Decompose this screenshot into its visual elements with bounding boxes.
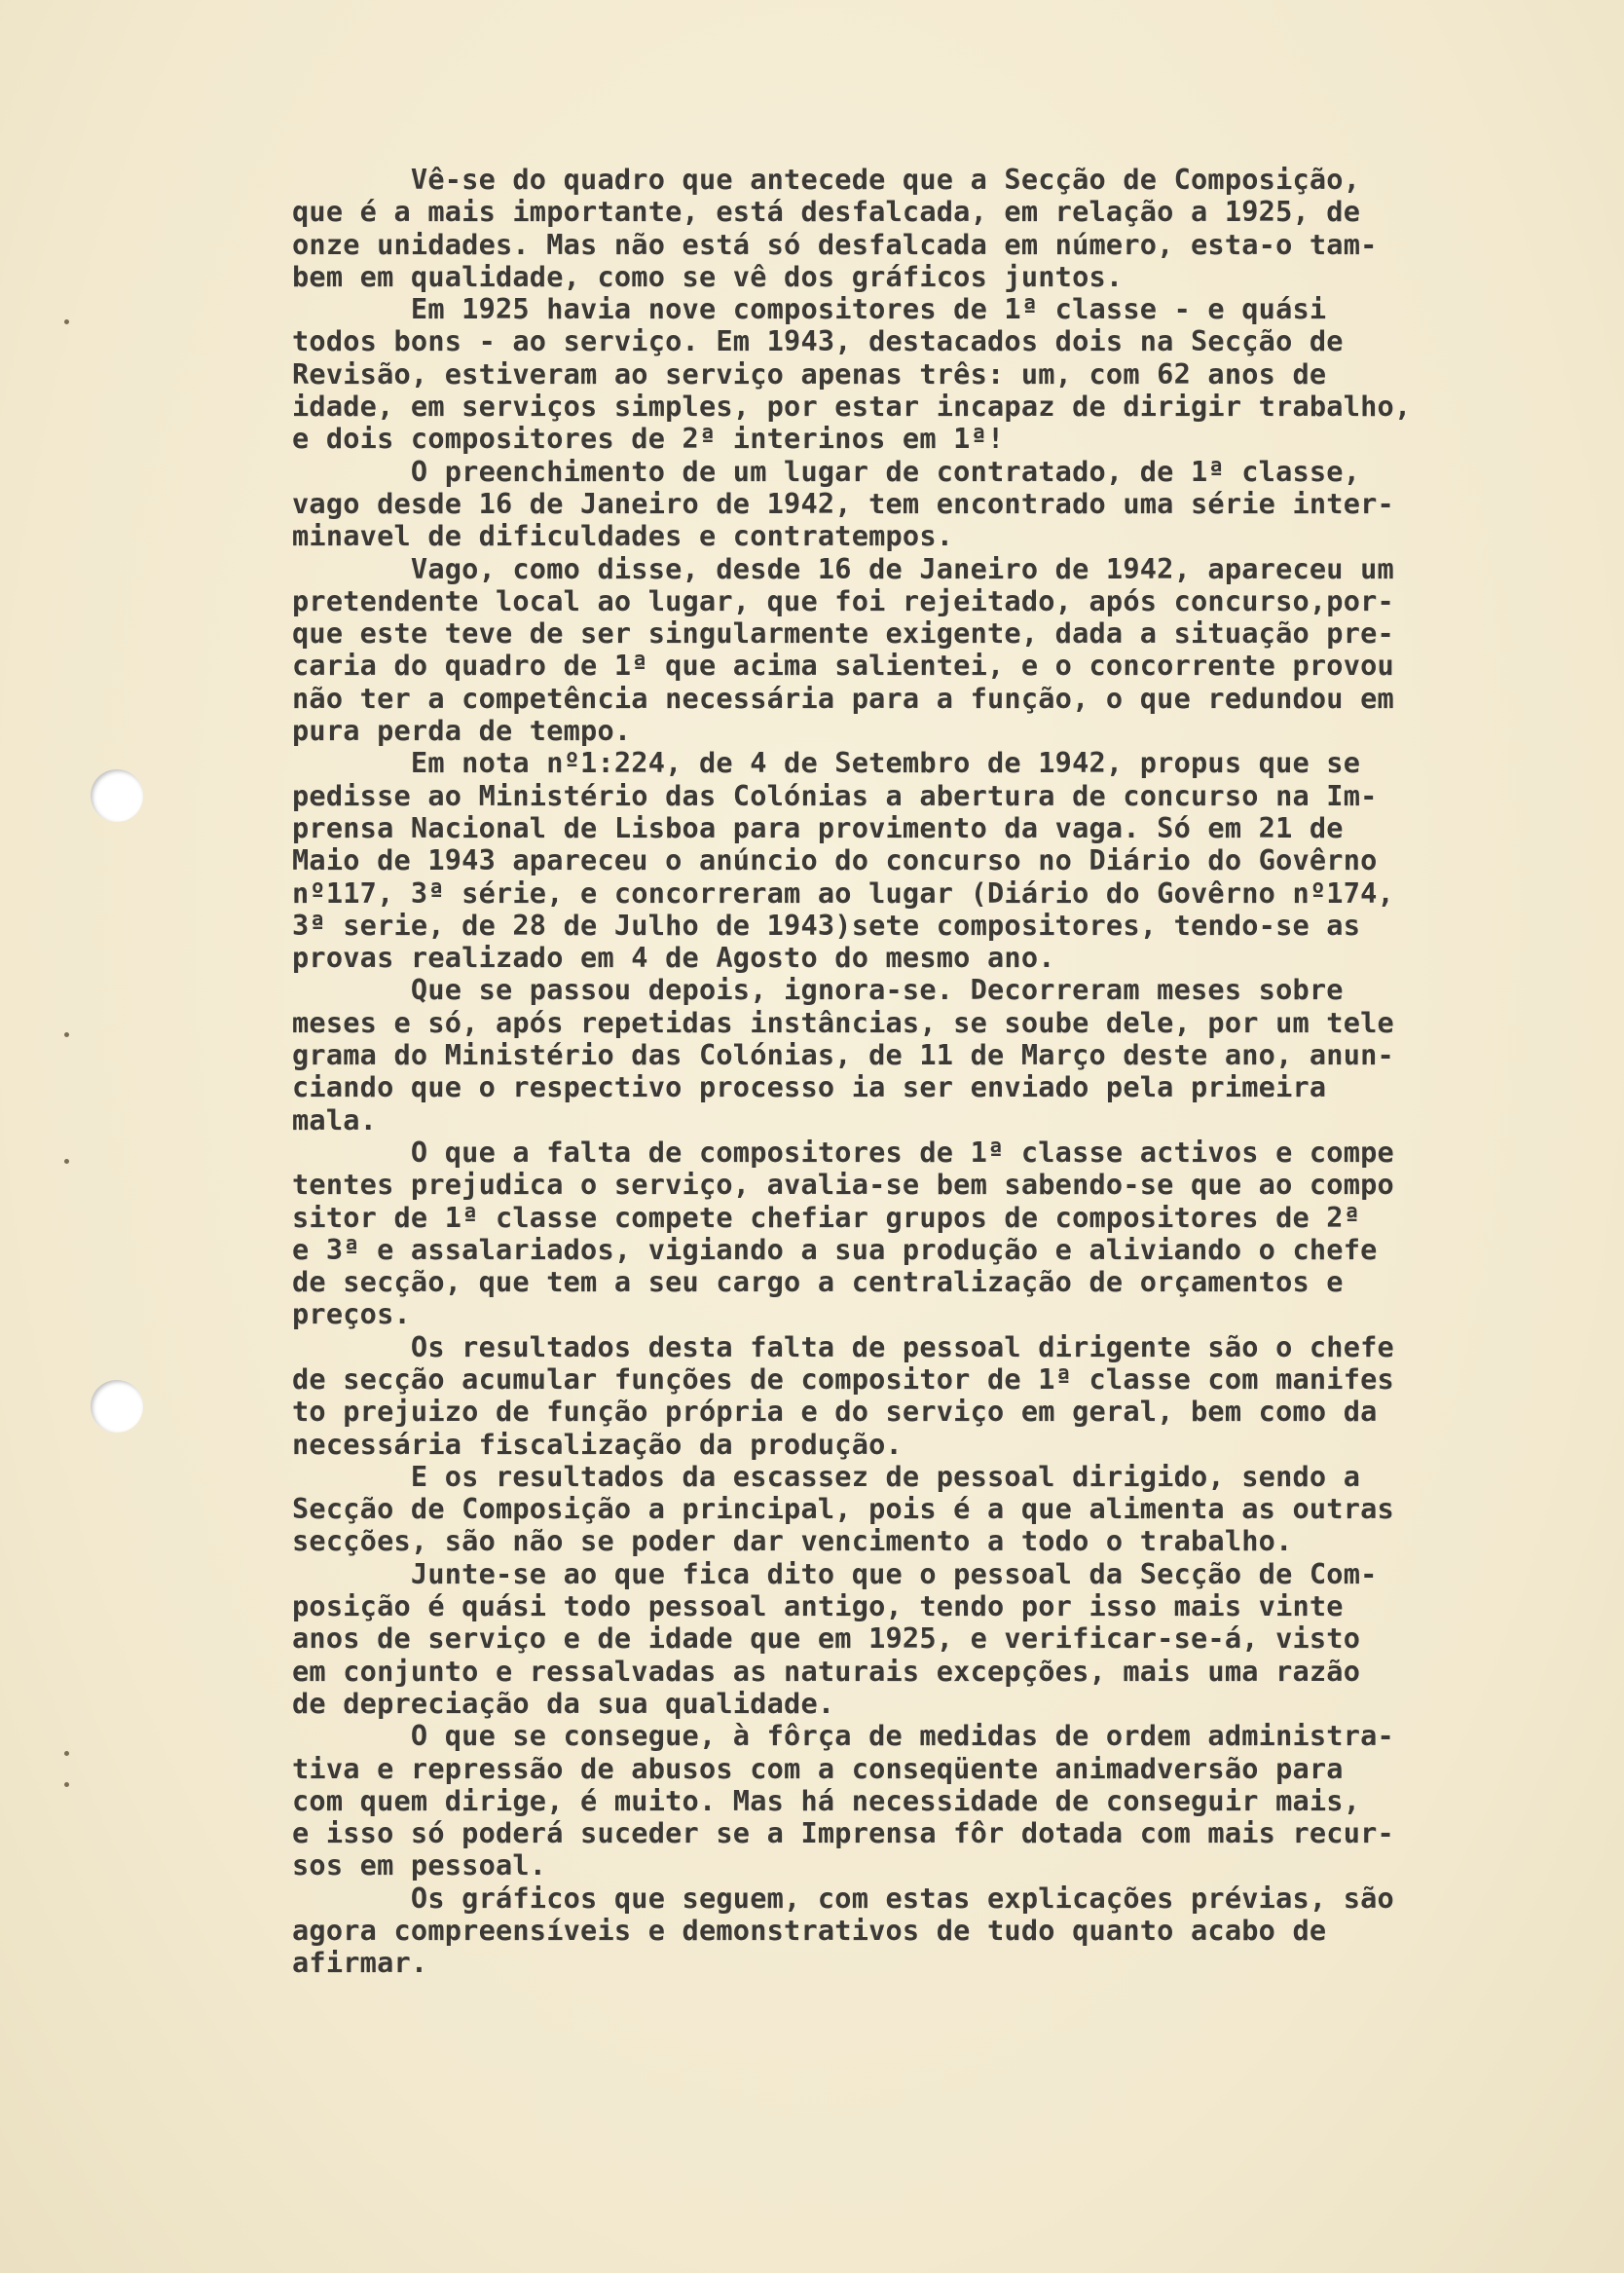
text-line: sos em pessoal.	[292, 1848, 547, 1882]
text-line: grama do Ministério das Colónias, de 11 de Março deste ano, anun-	[292, 1038, 1394, 1072]
text-line: pedisse ao Ministério das Colónias a abertura de concurso na Im-	[292, 778, 1378, 812]
text-line: com quem dirige, é muito. Mas há necessidade de conseguir mais,	[292, 1783, 1361, 1817]
margin-mark	[64, 1032, 69, 1037]
text-line: 3ª serie, de 28 de Julho de 1943)sete compositores, tendo-se as	[292, 908, 1361, 942]
text-line: provas realizado em 4 de Agosto do mesmo ano.	[292, 941, 1055, 975]
text-line: preços.	[292, 1297, 411, 1331]
text-line: O que a falta de compositores de 1ª classe activos e compe	[292, 1135, 1394, 1169]
text-line: que é a mais importante, está desfalcada, em relação a 1925, de	[292, 195, 1361, 229]
text-line: Secção de Composição a principal, pois é a que alimenta as outras	[292, 1492, 1394, 1526]
text-line: todos bons - ao serviço. Em 1943, destacados dois na Secção de	[292, 324, 1344, 358]
text-line: e dois compositores de 2ª interinos em 1ª!	[292, 422, 1005, 456]
text-line: pretendente local ao lugar, que foi rejeitado, após concurso,por-	[292, 583, 1394, 617]
text-line: sitor de 1ª classe compete chefiar grupos de compositores de 2ª	[292, 1200, 1361, 1234]
text-line: Em nota nº1:224, de 4 de Setembro de 1942, propus que se	[292, 746, 1361, 780]
text-line: idade, em serviços simples, por estar incapaz de dirigir trabalho,	[292, 390, 1412, 424]
text-line: O que se consegue, à fôrça de medidas de ordem administra-	[292, 1719, 1394, 1753]
text-line: tiva e repressão de abusos com a conseqüente animadversão para	[292, 1751, 1344, 1785]
text-line: e 3ª e assalariados, vigiando a sua produção e aliviando o chefe	[292, 1232, 1378, 1266]
text-line: Junte-se ao que fica dito que o pessoal da Secção de Com-	[292, 1556, 1378, 1590]
text-line: E os resultados da escassez de pessoal dirigido, sendo a	[292, 1459, 1361, 1493]
text-line: anos de serviço e de idade que em 1925, e verificar-se-á, visto	[292, 1621, 1361, 1656]
text-line: Os resultados desta falta de pessoal dirigente são o chefe	[292, 1329, 1394, 1363]
text-line: afirmar.	[292, 1946, 428, 1980]
margin-mark	[64, 319, 69, 324]
text-line: pura perda de tempo.	[292, 714, 632, 748]
text-line: to prejuizo de função própria e do serviço em geral, bem como da	[292, 1395, 1378, 1429]
text-line: nº117, 3ª série, e concorreram ao lugar (Diário do Govêrno nº174,	[292, 876, 1394, 910]
text-line: Vê-se do quadro que antecede que a Secção de Composição,	[292, 163, 1361, 196]
text-line: Que se passou depois, ignora-se. Decorreram meses sobre	[292, 973, 1344, 1007]
punch-hole-bottom	[91, 1380, 143, 1433]
text-line: de secção acumular funções de compositor de 1ª classe com manifes	[292, 1361, 1394, 1396]
text-line: e isso só poderá suceder se a Imprensa fôr dotada com mais recur-	[292, 1816, 1394, 1850]
text-line: mala.	[292, 1102, 378, 1136]
text-line: não ter a competência necessária para a função, o que redundou em	[292, 681, 1394, 715]
text-line: Revisão, estiveram ao serviço apenas três: um, com 62 anos de	[292, 356, 1327, 391]
text-line: que este teve de ser singularmente exigente, dada a situação pre-	[292, 616, 1394, 651]
text-line: onze unidades. Mas não está só desfalcada em número, esta-o tam-	[292, 227, 1378, 261]
text-line: de secção, que tem a seu cargo a centralização de orçamentos e	[292, 1265, 1344, 1299]
text-line: Os gráficos que seguem, com estas explicações prévias, são	[292, 1881, 1394, 1915]
text-line: bem em qualidade, como se vê dos gráficos juntos.	[292, 259, 1124, 293]
text-line: tentes prejudica o serviço, avalia-se bem sabendo-se que ao compo	[292, 1168, 1394, 1202]
text-line: ciando que o respectivo processo ia ser enviado pela primeira	[292, 1070, 1327, 1104]
text-line: em conjunto e ressalvadas as naturais excepções, mais uma razão	[292, 1654, 1361, 1688]
text-line: de depreciação da sua qualidade.	[292, 1686, 835, 1720]
text-line: O preenchimento de um lugar de contratado, de 1ª classe,	[292, 454, 1361, 488]
text-line: Vago, como disse, desde 16 de Janeiro de 1942, apareceu um	[292, 551, 1394, 585]
text-line: minavel de dificuldades e contratempos.	[292, 519, 954, 553]
text-line: necessária fiscalização da produção.	[292, 1427, 903, 1461]
punch-hole-top	[91, 769, 143, 822]
text-line: Em 1925 havia nove compositores de 1ª classe - e quási	[292, 292, 1327, 326]
text-line: meses e só, após repetidas instâncias, se soube dele, por um tele	[292, 1005, 1394, 1039]
text-line: secções, são não se poder dar vencimento a todo o trabalho.	[292, 1524, 1293, 1558]
text-line: posição é quási todo pessoal antigo, tendo por isso mais vinte	[292, 1589, 1344, 1623]
margin-mark	[64, 1751, 69, 1756]
text-line: prensa Nacional de Lisboa para provimento da vaga. Só em 21 de	[292, 810, 1344, 844]
document-body	[292, 164, 1577, 1980]
text-line: caria do quadro de 1ª que acima salientei, e o concorrente provou	[292, 649, 1394, 683]
text-line: Maio de 1943 apareceu o anúncio do concurso no Diário do Govêrno	[292, 843, 1378, 877]
text-line: agora compreensíveis e demonstrativos de tudo quanto acabo de	[292, 1914, 1327, 1948]
margin-mark	[64, 1782, 69, 1787]
margin-mark	[64, 1159, 69, 1164]
text-line: vago desde 16 de Janeiro de 1942, tem encontrado uma série inter-	[292, 486, 1394, 520]
